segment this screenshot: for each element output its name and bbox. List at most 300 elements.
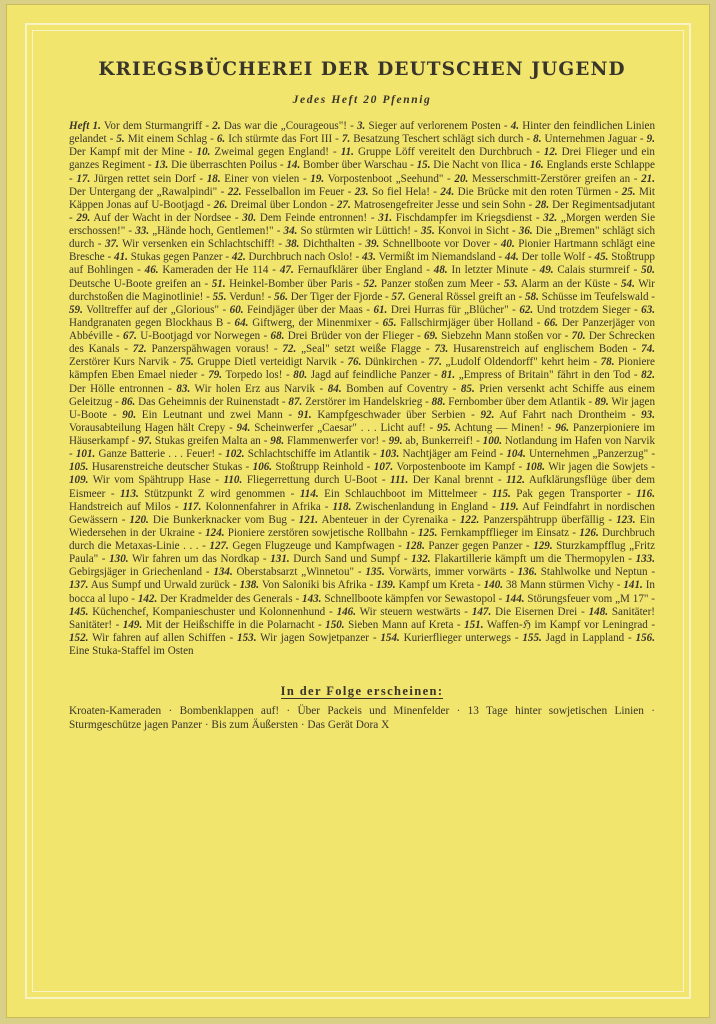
catalog-entry: 146. Wir steuern westwärts - (336, 605, 472, 618)
catalog-entry: 63. Handgranaten gegen Blockhaus B - (69, 303, 656, 329)
issue-title: Siebzehn Mann stoßen vor (441, 330, 562, 342)
issue-number: 125. (417, 526, 438, 539)
catalog-entry: 79. Torpedo los! - (208, 369, 294, 382)
catalog-entry: 128. Panzer gegen Panzer - (405, 540, 534, 552)
issue-number: 139. (376, 579, 396, 592)
catalog-entry: 52. Panzer stoßen zum Meer - (363, 277, 504, 290)
issue-title: Bomben auf Coventry (346, 382, 449, 395)
issue-number: 103. (379, 448, 400, 461)
issue-number: 119. (499, 500, 519, 513)
issue-number: 105. (69, 461, 89, 474)
catalog-entry: 12. Drei Flieger und ein ganzes Regiment - (69, 146, 655, 172)
issue-number: 75. (179, 356, 194, 369)
issue-title: Volltreffer auf der „Glorious" (86, 303, 219, 316)
issue-title: Scheinwerfer „Caesar" . . . Licht auf! (254, 421, 426, 434)
issue-number: 25. (621, 185, 636, 198)
catalog-entry: 40. Pionier Hartmann schlägt eine Bresche - (69, 238, 656, 264)
issue-number: 87. (288, 395, 303, 408)
issue-number: 147. (471, 605, 492, 618)
issue-title: Die „Bremen" schlägt sich durch (69, 225, 655, 251)
issue-number: 101. (75, 448, 96, 461)
issue-title: Panzer stoßen zum Meer (380, 277, 494, 290)
catalog-entry: 20. Messerschmitt-Zerstörer greifen an - (454, 172, 642, 185)
issue-title: Wir versenken ein Schlachtschiff! (122, 238, 275, 251)
issue-number: 148. (588, 605, 609, 618)
catalog-entry: 97. Stukas greifen Malta an - (138, 435, 271, 447)
issue-title: General Rössel greift an (408, 290, 516, 303)
issue-number: 115. (492, 487, 511, 500)
catalog-entry: 124. Pioniere zerstören sowjetische Rollbahn - (205, 526, 418, 539)
issue-title: Wir vom Spähtrupp Hase (92, 474, 211, 487)
issue-number: 135. (365, 566, 385, 579)
issue-title: Fischdampfer im Kriegsdienst (395, 211, 533, 224)
issue-number: 1. (92, 120, 101, 132)
cover-content (67, 59, 657, 732)
issue-number: 19. (310, 172, 325, 185)
issue-number: 7. (341, 133, 351, 146)
catalog-entry: 101. Ganze Batterie . . . Feuer! - (75, 448, 226, 461)
issue-title: Vorausabteilung Hagen hält Crepy (69, 421, 226, 434)
catalog-entry: 36. Die „Bremen" schlägt sich durch - (69, 225, 655, 251)
issue-number: 47. (279, 264, 294, 277)
issue-number: 82. (641, 369, 655, 382)
catalog-entry: 5. Mit einem Schlag - (116, 133, 217, 146)
catalog-entry: 104. Unternehmen „Panzerzug" - (506, 448, 656, 461)
issue-title: Stoßtrupp auf Bohlingen (69, 251, 655, 277)
catalog-entry: 109. Wir vom Spähtrupp Hase - (69, 474, 224, 487)
issue-number: 109. (69, 474, 89, 487)
issue-title: Gegen Flugzeuge und Kampfwagen (232, 540, 395, 552)
upcoming-heading-text: In der Folge erscheinen: (280, 684, 444, 699)
issue-title: Wir durchstoßen die Maginotlinie! (69, 277, 655, 303)
issue-number: 57. (391, 290, 406, 303)
issue-number: 63. (641, 303, 656, 316)
catalog-entry: 77. „Ludolf Oldendorff" kehrt heim - (428, 356, 601, 369)
issue-number: 37. (104, 238, 119, 251)
issue-title: Durchbruch durch die Metaxas-Linie . . . (69, 526, 655, 552)
issue-number: 97. (138, 435, 153, 447)
issue-number: 127. (209, 540, 229, 552)
issue-number: 44. (504, 251, 519, 264)
issue-title: Panzer gegen Panzer (428, 540, 523, 552)
issue-number: 49. (539, 264, 554, 277)
issue-title: Durchbruch nach Oslo! (248, 251, 353, 264)
catalog-entry: 94. Scheinwerfer „Caesar" . . . Licht auf! - (236, 421, 438, 434)
issue-title: Aufklärungsflüge über dem Eismeer (69, 474, 655, 500)
catalog-entry: 151. Waffen-ℌ im Kampf vor Leningrad - (464, 618, 656, 631)
catalog-entry: 119. Auf Feindfahrt in nordischen Gewässern - (69, 500, 655, 526)
issue-title: „Morgen werden Sie erschossen!" (69, 211, 656, 237)
issue-title: Durch Sand und Sumpf (293, 553, 401, 566)
issue-number: 66. (544, 316, 559, 329)
issue-title: Stahlwolke und Neptun (540, 566, 648, 579)
issue-number: 9. (646, 133, 655, 146)
issue-title: Vor dem Sturmangriff (103, 120, 203, 132)
issue-title: Achtung — Minen! (454, 421, 544, 434)
issue-title: Die überraschten Poilus (171, 159, 278, 172)
issue-title: Der tolle Wolf (521, 251, 586, 264)
issue-number: 40. (500, 238, 515, 251)
issue-title: Ich stürmte das Fort III (228, 133, 333, 146)
issue-number: 136. (517, 566, 537, 579)
issue-number: 20. (454, 172, 469, 185)
issue-title: Ganze Batterie . . . Feuer! (98, 448, 216, 461)
issue-title: Jagd auf feindliche Panzer (310, 369, 431, 382)
issue-title: Wir jagen Sowjetpanzer (260, 631, 369, 644)
catalog-entry: 115. Pak gegen Transporter - (492, 487, 637, 500)
catalog-entry: 62. Und trotzdem Sieger - (519, 303, 642, 316)
issue-number: 42. (231, 251, 246, 264)
catalog-entry: 107. Vorpostenboote im Kampf - (373, 461, 526, 474)
catalog-entry: 24. Die Brücke mit den roten Türmen - (440, 185, 622, 198)
issue-number: 74. (641, 343, 656, 356)
issue-number: 118. (332, 500, 352, 513)
catalog-entry: 140. 38 Mann stürmen Vichy - (483, 579, 624, 592)
catalog-entry: 65. Fallschirmjäger über Holland - (382, 316, 545, 329)
issue-title: Handgranaten gegen Blockhaus B (69, 316, 224, 329)
issue-title: Die Eisernen Drei (495, 605, 578, 618)
catalog-entry: 64. Giftwerg, der Minenmixer - (234, 316, 383, 329)
issue-title: Handstreich auf Milos (69, 500, 171, 513)
issue-number: 16. (529, 159, 544, 172)
issue-number: 38. (285, 238, 300, 251)
issue-number: 153. (237, 631, 257, 644)
issue-title: Der Untergang der „Rawalpindi" (69, 185, 218, 198)
catalog-entry: 106. Stoßtrupp Reinhold - (252, 461, 374, 474)
issue-number: 29. (76, 211, 91, 224)
issue-title: Flammenwerfer vor! (287, 435, 380, 447)
issue-title: Heinkel-Bomber über Paris (229, 277, 353, 290)
issue-number: 24. (440, 185, 455, 198)
issue-title: Giftwerg, der Minenmixer (252, 316, 372, 329)
issue-title: Stoßtrupp Reinhold (275, 461, 364, 474)
catalog-entry: 137. Aus Sumpf und Urwald zurück - (69, 579, 240, 592)
catalog-entry: 122. Panzerspähtrupp überfällig - (459, 513, 617, 526)
catalog-entry: 96. Panzerpioniere im Häuserkampf - (69, 421, 655, 447)
issue-title: Fernkampfflieger im Einsatz (440, 526, 570, 539)
issue-number: 50. (641, 264, 655, 277)
catalog-entry: 34. So stürmten wir Lüttich! - (283, 225, 421, 237)
catalog-entry: 74. Zerstörer Kurs Narvik - (69, 343, 656, 369)
issue-number: 129. (533, 540, 553, 552)
catalog-entry: 120. Die Bunkerknacker vom Bug - (129, 513, 299, 526)
issue-title: In letzter Minute (451, 264, 529, 277)
issue-number: 14. (286, 159, 301, 172)
catalog-entry: 61. Drei Hurras für „Blücher" - (373, 303, 520, 316)
catalog-entry: 4. Hinter den feindlichen Linien gelandet - (69, 120, 656, 146)
catalog-entry: 66. Der Panzerjäger von Abbéville - (69, 316, 656, 342)
issue-number: 144. (505, 592, 525, 605)
catalog-entry: 84. Bomben auf Coventry - (327, 382, 461, 395)
issue-title: Deutsche U-Boote greifen an (69, 277, 201, 290)
catalog-entry: 133. Gebirgsjäger in Griechenland - (69, 553, 655, 579)
issue-title: Vorpostenboote im Kampf (396, 461, 516, 474)
issue-number: 23. (354, 185, 369, 198)
catalog-entry: 121. Abenteuer in der Cyrenaika - (298, 513, 460, 526)
issue-number: 65. (382, 316, 397, 329)
issue-number: 58. (525, 290, 539, 303)
catalog-entry: 110. Fliegerrettung durch U-Boot - (223, 474, 391, 487)
catalog-entry: 81. „Empress of Britain" fährt in den Tod - (441, 369, 642, 382)
issue-title: Drei Flieger und ein ganzes Regiment (69, 146, 655, 172)
issue-number: 30. (242, 211, 257, 224)
catalog-entry: 17. Jürgen rettet sein Dorf - (76, 172, 207, 185)
issue-number: 111. (390, 474, 409, 487)
issue-number: 33. (135, 225, 150, 237)
catalog-entry: 91. Kampfgeschwader über Serbien - (297, 408, 481, 421)
issue-number: 77. (428, 356, 442, 369)
catalog-entry: 48. In letzter Minute - (433, 264, 540, 277)
issue-title: Jagd in Lappland (545, 631, 625, 644)
issue-number: 32. (543, 211, 558, 224)
issue-number: 11. (340, 146, 354, 159)
issue-title: Panzerspähwagen voraus! (151, 343, 270, 356)
issue-number: 110. (223, 474, 243, 487)
issue-title: Schüsse im Teufelswald (541, 290, 649, 303)
issue-number: 21. (641, 172, 655, 185)
issue-title: Panzerpioniere im Häuserkampf (69, 421, 655, 447)
issue-title: Unternehmen Jaguar (544, 133, 637, 146)
issue-title: Wir fahren auf allen Schiffen (92, 631, 226, 644)
issue-number: 69. (423, 330, 438, 342)
issue-title: „Hände hoch, Gentlemen!" (152, 225, 274, 237)
catalog-entry: 99. ab, Bunkerreif! - (388, 435, 483, 447)
issue-title: Matrosengefreiter Jesse und sein Sohn (353, 198, 526, 211)
issue-title: So fiel Hela! (371, 185, 430, 198)
catalog-entry: 78. Pioniere kämpfen Eben Emael nieder - (69, 356, 655, 382)
catalog-entry: 43. Vermißt im Niemandsland - (362, 251, 505, 264)
issue-number: 3. (357, 120, 366, 132)
catalog-entry: 56. Der Tiger der Fjorde - (274, 290, 392, 303)
catalog-entry: 82. Der Hölle entronnen - (69, 369, 655, 395)
catalog-entry: 105. Husarenstreiche deutscher Stukas - (69, 461, 253, 474)
issue-title: Ein Leutnant und zwei Mann (141, 408, 283, 421)
issue-title: Englands erste Schlappe (546, 159, 655, 172)
issue-number: 156. (635, 631, 655, 644)
issue-number: 94. (236, 421, 251, 434)
catalog-entry: 93. Vorausabteilung Hagen hält Crepy - (69, 408, 655, 434)
issue-title: Mit der Heißschiffe in die Polarnacht (145, 618, 315, 631)
catalog-entry: 13. Die überraschten Poilus - (154, 159, 287, 172)
issue-title: Mit Käppen Jonas auf U-Bootjagd (69, 185, 655, 211)
catalog-entry: 11. Gruppe Löff vereitelt den Durchbruch - (340, 146, 544, 159)
issue-title: Prien versenkt acht Schiffe aus einem Geleitzug (69, 382, 655, 408)
catalog-entry: 49. Calais sturmreif - (539, 264, 642, 277)
catalog-entry: 25. Mit Käppen Jonas auf U-Bootjagd - (69, 185, 655, 211)
issue-title: Und trotzdem Sieger (536, 303, 631, 316)
catalog-entry: 37. Wir versenken ein Schlachtschiff! - (104, 238, 286, 251)
issue-number: 104. (506, 448, 526, 461)
catalog-entry: 100. Notlandung im Hafen von Narvik - (69, 435, 655, 461)
issue-title: Messerschmitt-Zerstörer greifen an (471, 172, 631, 185)
issue-title: Dichthalten (302, 238, 355, 251)
issue-number: 5. (116, 133, 125, 146)
catalog-entry: 26. Dreimal über London - (213, 198, 337, 211)
issue-title: Wir jagen die Sowjets (548, 461, 648, 474)
catalog-entry: 16. Englands erste Schlappe - (69, 159, 655, 185)
catalog-entry: 3. Sieger auf verlorenem Posten - (357, 120, 511, 132)
catalog-entry: 89. Wir jagen U-Boote - (69, 395, 656, 421)
issue-number: 102. (225, 448, 245, 461)
catalog-entry: 126. Durchbruch durch die Metaxas-Linie . . . - (69, 526, 655, 552)
issue-number: 92. (480, 408, 495, 421)
issue-title: Husarenstreiche deutscher Stukas (91, 461, 243, 474)
issue-number: 96. (555, 421, 570, 434)
issue-number: 124. (205, 526, 225, 539)
catalog-entry: 148. Sanitäter! Sanitäter! - (69, 605, 655, 631)
catalog-entry: 55. Verdun! - (212, 290, 275, 303)
issue-title: Gruppe Dietl verteidigt Narvik (197, 356, 337, 369)
catalog-entry: 88. Fernbomber über dem Atlantik - (431, 395, 595, 408)
issue-number: 100. (482, 435, 503, 447)
catalog-entry: 132. Flakartillerie kämpft um die Thermopylen - (411, 553, 636, 566)
issue-number: 151. (464, 618, 484, 631)
catalog-entry: 95. Achtung — Minen! - (437, 421, 556, 434)
issue-number: 117. (182, 500, 202, 513)
issue-title: Unternehmen „Panzerzug" (528, 448, 649, 461)
issue-number: 146. (336, 605, 356, 618)
issue-title: Pak gegen Transporter (516, 487, 622, 500)
issue-title: Einer von vielen (224, 172, 300, 185)
issue-title: Kameraden der He 114 (162, 264, 269, 277)
catalog-entry: 28. Der Regimentsadjutant - (69, 198, 656, 224)
catalog-entry: 155. Jagd in Lappland - (522, 631, 636, 644)
catalog-entry: 27. Matrosengefreiter Jesse und sein Sohn - (336, 198, 536, 211)
issue-number: 128. (405, 540, 425, 552)
issue-title: Zerstörer Kurs Narvik (69, 356, 170, 369)
issue-number: 79. (208, 369, 223, 382)
issue-number: 72. (132, 343, 147, 356)
issue-number: 48. (433, 264, 448, 277)
issue-title: Waffen-ℌ im Kampf vor Leningrad (486, 618, 648, 631)
catalog-entry: 127. Gegen Flugzeuge und Kampfwagen - (209, 540, 406, 552)
issue-number: 89. (594, 395, 609, 408)
issue-number: 130. (109, 553, 129, 566)
catalog-entry: 69. Siebzehn Mann stoßen vor - (423, 330, 572, 342)
issue-title: So stürmten wir Lüttich! (300, 225, 411, 237)
catalog-entry: 144. Störungsfeuer vom „M 17" - (505, 592, 655, 605)
catalog-entry: 39. Schnellboote vor Dover - (365, 238, 501, 251)
issue-title: Verdun! (229, 290, 265, 303)
issue-number: 56. (274, 290, 288, 303)
booklet-back-cover (6, 4, 710, 1018)
issue-number: 83. (176, 382, 191, 395)
issue-number: 149. (122, 618, 143, 631)
issue-title: Fliegerrettung durch U-Boot (246, 474, 378, 487)
issue-title: Sieben Mann auf Kreta (348, 618, 454, 631)
catalog-entry: 131. Durch Sand und Sumpf - (270, 553, 412, 566)
issue-title: Sturzkampfflug „Fritz Paula" (69, 540, 656, 566)
issue-title: Eine Stuka-Staffel im Osten (69, 645, 194, 657)
catalog-entry: 15. Die Nacht von Ilica - (416, 159, 530, 172)
catalog-entry: 142. Der Kradmelder des Generals - (137, 592, 303, 605)
catalog-entry: 136. Stahlwolke und Neptun - (517, 566, 656, 579)
issue-title: Das war die „Courageous"! (223, 120, 347, 132)
issue-title: Pioniere zerstören sowjetische Rollbahn (227, 526, 408, 539)
catalog-entry: 116. Handstreich auf Milos - (69, 487, 655, 513)
catalog-entry: 83. Wir holen Erz aus Narvik - (176, 382, 328, 395)
issue-number: 121. (298, 513, 319, 526)
issue-number: 22. (227, 185, 242, 198)
issue-number: 133. (635, 553, 655, 566)
price-subtitle: Jedes Heft 20 Pfennig (292, 94, 432, 106)
issue-title: Schlachtschiffe im Atlantik (247, 448, 370, 461)
issue-title: Zweimal gegen England! (214, 146, 329, 159)
issue-title: Calais sturmreif (557, 264, 630, 277)
upcoming-heading (67, 684, 657, 699)
issue-number: 39. (365, 238, 380, 251)
catalog-entry: 19. Vorpostenboot „Seehund" - (310, 172, 455, 185)
catalog-entry: 50. Deutsche U-Boote greifen an - (69, 264, 655, 290)
catalog-entry: 46. Kameraden der He 114 - (144, 264, 280, 277)
catalog-entry: 134. Oberstabsarzt „Winnetou" - (213, 566, 366, 579)
catalog-entry: 152. Wir fahren auf allen Schiffen - (69, 631, 238, 644)
issue-title: Vorpostenboot „Seehund" (327, 172, 444, 185)
catalog-entry: 47. Fernaufklärer über England - (279, 264, 434, 277)
catalog-entry: 58. Schüsse im Teufelswald - (525, 290, 656, 303)
issue-title: Der Regimentsadjutant (552, 198, 656, 211)
catalog-entry: 72. „Seal" setzt weiße Flagge - (282, 343, 435, 356)
issue-title: Kampfgeschwader über Serbien (317, 408, 466, 421)
catalog-entry: 103. Nachtjäger am Feind - (379, 448, 507, 461)
catalog-entry: 123. Ein Wiedersehen in der Ukraine - (69, 513, 655, 539)
issue-title: „Seal" setzt weiße Flagge (301, 343, 422, 356)
catalog-entry: 33. „Hände hoch, Gentlemen!" - (135, 225, 284, 237)
catalog-entry: 23. So fiel Hela! - (354, 185, 441, 198)
catalog-entry: 22. Fesselballon im Feuer - (227, 185, 355, 198)
issue-number: 34. (283, 225, 298, 237)
issue-title: Die Nacht von Ilica (433, 159, 521, 172)
issue-title: Zwischenlandung in England (355, 500, 488, 513)
catalog-entry: 21. Der Untergang der „Rawalpindi" - (69, 172, 655, 198)
issue-title: „Empress of Britain" fährt in den Tod (458, 369, 631, 382)
issue-title: Mit einem Schlag (127, 133, 208, 146)
catalog-entry: 149. Mit der Heißschiffe in die Polarnacht - (122, 618, 326, 631)
issue-number: 28. (535, 198, 550, 211)
catalog-entry: 42. Durchbruch nach Oslo! - (231, 251, 362, 264)
issue-title: Nachtjäger am Feind (402, 448, 497, 461)
catalog-entry: 41. Stukas gegen Panzer - (114, 251, 232, 264)
catalog-entry: 108. Wir jagen die Sowjets - (525, 461, 656, 474)
issue-number: 31. (378, 211, 393, 224)
catalog-entry: 76. Dünkirchen - (347, 356, 429, 369)
issue-title: Ein Schlauchboot im Mittelmeer (324, 487, 478, 500)
issue-number: 85. (460, 382, 475, 395)
issue-number: 15. (416, 159, 431, 172)
issue-number: 138. (239, 579, 260, 592)
catalog-entry: 87. Zerstörer im Handelskrieg - (288, 395, 432, 408)
issue-number: 53. (503, 277, 518, 290)
issue-title: Auf Feindfahrt in nordischen Gewässern (69, 500, 655, 526)
catalog-entry: 130. Wir fahren um das Nordkap - (109, 553, 271, 566)
issue-title: Der Tiger der Fjorde (290, 290, 383, 303)
issue-title: Pionier Hartmann schlägt eine Bresche (69, 238, 656, 264)
issue-number: 76. (347, 356, 362, 369)
catalog-entry: 70. Der Schrecken des Kanals - (69, 330, 655, 356)
catalog-lead: Heft (69, 120, 90, 132)
issue-number: 12. (543, 146, 558, 159)
issue-title: Fernaufklärer über England (297, 264, 423, 277)
issue-title: Dreimal über London (230, 198, 328, 211)
issue-title: Bomber über Warschau (303, 159, 408, 172)
issue-title: Störungsfeuer vom „M 17" (527, 592, 649, 605)
catalog-entry: 147. Die Eisernen Drei - (471, 605, 589, 618)
issue-number: 72. (282, 343, 297, 356)
catalog-entry: 51. Heinkel-Bomber über Paris - (211, 277, 364, 290)
catalog-entry: 125. Fernkampfflieger im Einsatz - (417, 526, 580, 539)
issue-title: Gruppe Löff vereitelt den Durchbruch (357, 146, 533, 159)
catalog-entry: 32. „Morgen werden Sie erschossen!" - (69, 211, 656, 237)
